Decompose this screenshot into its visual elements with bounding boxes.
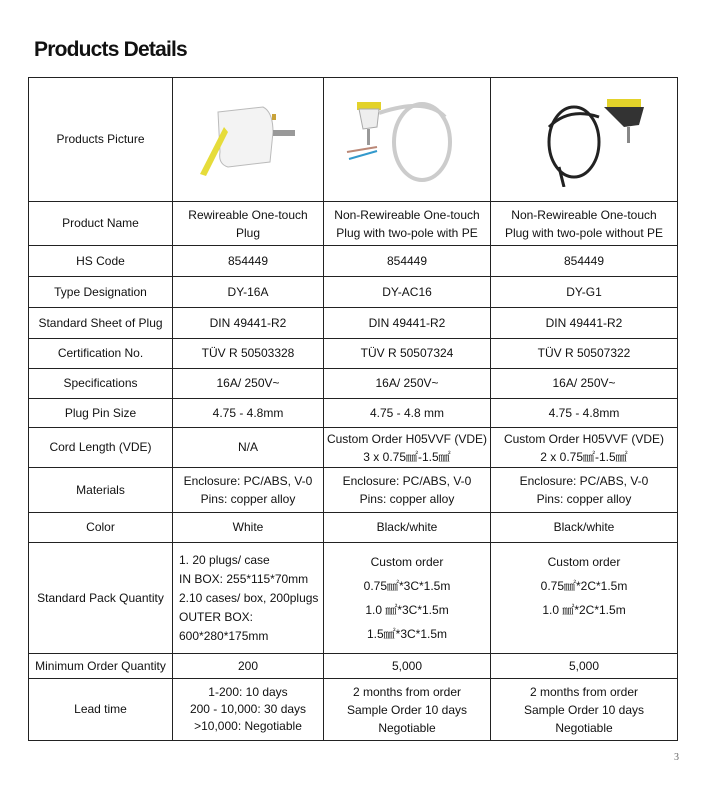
cell: Black/white: [491, 513, 678, 543]
cell: DIN 49441-R2: [173, 308, 324, 339]
cell: N/A: [173, 428, 324, 468]
table-row: [29, 679, 678, 741]
product-image-plug: [173, 78, 324, 202]
cell: [173, 543, 324, 654]
cell: 4.75 - 4.8 mm: [324, 399, 491, 428]
product-image-black-cord: [491, 78, 678, 202]
row-label: Type Designation: [29, 277, 173, 308]
row-label: Cord Length (VDE): [29, 428, 173, 468]
cell-line: Enclosure: PC/ABS, V-0: [183, 474, 313, 488]
cell-line: Custom order: [370, 554, 444, 569]
cell-line: 3 x 0.75㎟-1.5㎟: [363, 449, 451, 464]
cell: 5,000: [491, 654, 678, 679]
row-label: Product Name: [29, 202, 173, 246]
cell: [491, 543, 678, 654]
cell-line: 1-200: 10 days: [208, 685, 288, 699]
table-row: [29, 202, 678, 246]
cell-line: Non-Rewireable One-touch: [334, 207, 480, 222]
cell: DY-AC16: [324, 277, 491, 308]
cell-line: Plug with two-pole without PE: [504, 225, 664, 240]
table-row: [29, 468, 678, 513]
page-title: Products Details: [34, 38, 187, 61]
row-label: Materials: [29, 468, 173, 513]
cell-line: 1.0 ㎟*3C*1.5m: [365, 602, 449, 617]
cell-line: Sample Order 10 days: [523, 702, 645, 717]
cell: [491, 679, 678, 741]
cell: [324, 468, 491, 513]
cell: 4.75 - 4.8mm: [173, 399, 324, 428]
cell: TÜV R 50503328: [173, 339, 324, 369]
cell-line: 200 - 10,000: 30 days: [189, 702, 307, 716]
page-number: 3: [674, 752, 679, 763]
cell: [324, 428, 491, 468]
cell: [491, 428, 678, 468]
cell: Black/white: [324, 513, 491, 543]
cell-line: Custom Order H05VVF (VDE): [326, 431, 488, 446]
cell-line: Non-Rewireable One-touch: [511, 207, 657, 222]
cell-line: Custom Order H05VVF (VDE): [503, 431, 665, 446]
table-row: [29, 513, 678, 543]
cell: 16A/ 250V~: [491, 369, 678, 399]
cell: TÜV R 50507324: [324, 339, 491, 369]
row-label: Products Picture: [29, 78, 173, 202]
cell: [491, 202, 678, 246]
row-label: Color: [29, 513, 173, 543]
cell-line: Rewireable One-touch: [188, 207, 308, 222]
table-row: [29, 308, 678, 339]
table-row: [29, 543, 678, 654]
cell: [173, 679, 324, 741]
row-label: Lead time: [29, 679, 173, 741]
cell-line: >10,000: Negotiable: [194, 719, 302, 733]
cell-line: 0.75㎟*3C*1.5m: [363, 578, 451, 593]
cell: DY-16A: [173, 277, 324, 308]
row-label: Standard Pack Quantity: [29, 543, 173, 654]
table-row: [29, 277, 678, 308]
cell: [173, 202, 324, 246]
cell: 16A/ 250V~: [173, 369, 324, 399]
row-label: Certification No.: [29, 339, 173, 369]
cell-line: 1.5㎟*3C*1.5m: [366, 626, 448, 641]
cell: 854449: [173, 246, 324, 277]
cell: 16A/ 250V~: [324, 369, 491, 399]
cell: 200: [173, 654, 324, 679]
cell: [491, 468, 678, 513]
row-label: Specifications: [29, 369, 173, 399]
product-image-white-cord: [324, 78, 491, 202]
cell-line: Enclosure: PC/ABS, V-0: [342, 474, 472, 488]
cell: DIN 49441-R2: [324, 308, 491, 339]
table-row: [29, 369, 678, 399]
cell-line: 1.0 ㎟*2C*1.5m: [542, 603, 626, 617]
cell-line: Custom order: [547, 555, 621, 569]
row-label: HS Code: [29, 246, 173, 277]
cell-line: Plug: [235, 225, 261, 240]
cell: DY-G1: [491, 277, 678, 308]
cell-line: Enclosure: PC/ABS, V-0: [519, 474, 649, 488]
table-row: [29, 654, 678, 679]
cell: TÜV R 50507322: [491, 339, 678, 369]
table-row: [29, 78, 678, 202]
cell-line: 1. 20 plugs/ case: [179, 552, 270, 567]
cell: 5,000: [324, 654, 491, 679]
cell-line: 2 months from order: [352, 684, 462, 699]
cell: 854449: [324, 246, 491, 277]
cell: DIN 49441-R2: [491, 308, 678, 339]
cell: [324, 202, 491, 246]
cell-line: OUTER BOX:: [179, 609, 254, 624]
cell-line: 600*280*175mm: [179, 628, 269, 643]
cell-line: 2.10 cases/ box, 200plugs: [179, 590, 319, 605]
cell: White: [173, 513, 324, 543]
table-row: [29, 339, 678, 369]
cell-line: 2 months from order: [529, 684, 639, 699]
cell-line: Pins: copper alloy: [536, 492, 632, 506]
cell-line: Pins: copper alloy: [200, 492, 296, 506]
cell: [324, 679, 491, 741]
products-details-table: [28, 77, 678, 741]
table-row: [29, 428, 678, 468]
cell-line: 0.75㎟*2C*1.5m: [540, 579, 628, 593]
cell: 854449: [491, 246, 678, 277]
table-row: [29, 399, 678, 428]
cell-line: Negotiable: [555, 720, 613, 735]
row-label: Minimum Order Quantity: [29, 654, 173, 679]
row-label: Plug Pin Size: [29, 399, 173, 428]
cell-line: Plug with two-pole with PE: [336, 225, 478, 240]
cell-line: Negotiable: [378, 720, 436, 735]
cell-line: IN BOX: 255*115*70mm: [179, 571, 309, 586]
table-row: [29, 246, 678, 277]
cell: 4.75 - 4.8mm: [491, 399, 678, 428]
row-label: Standard Sheet of Plug: [29, 308, 173, 339]
cell-line: Sample Order 10 days: [346, 702, 468, 717]
cell: [173, 468, 324, 513]
cell-line: 2 x 0.75㎟-1.5㎟: [540, 449, 628, 464]
cell-line: Pins: copper alloy: [359, 492, 455, 506]
cell: [324, 543, 491, 654]
